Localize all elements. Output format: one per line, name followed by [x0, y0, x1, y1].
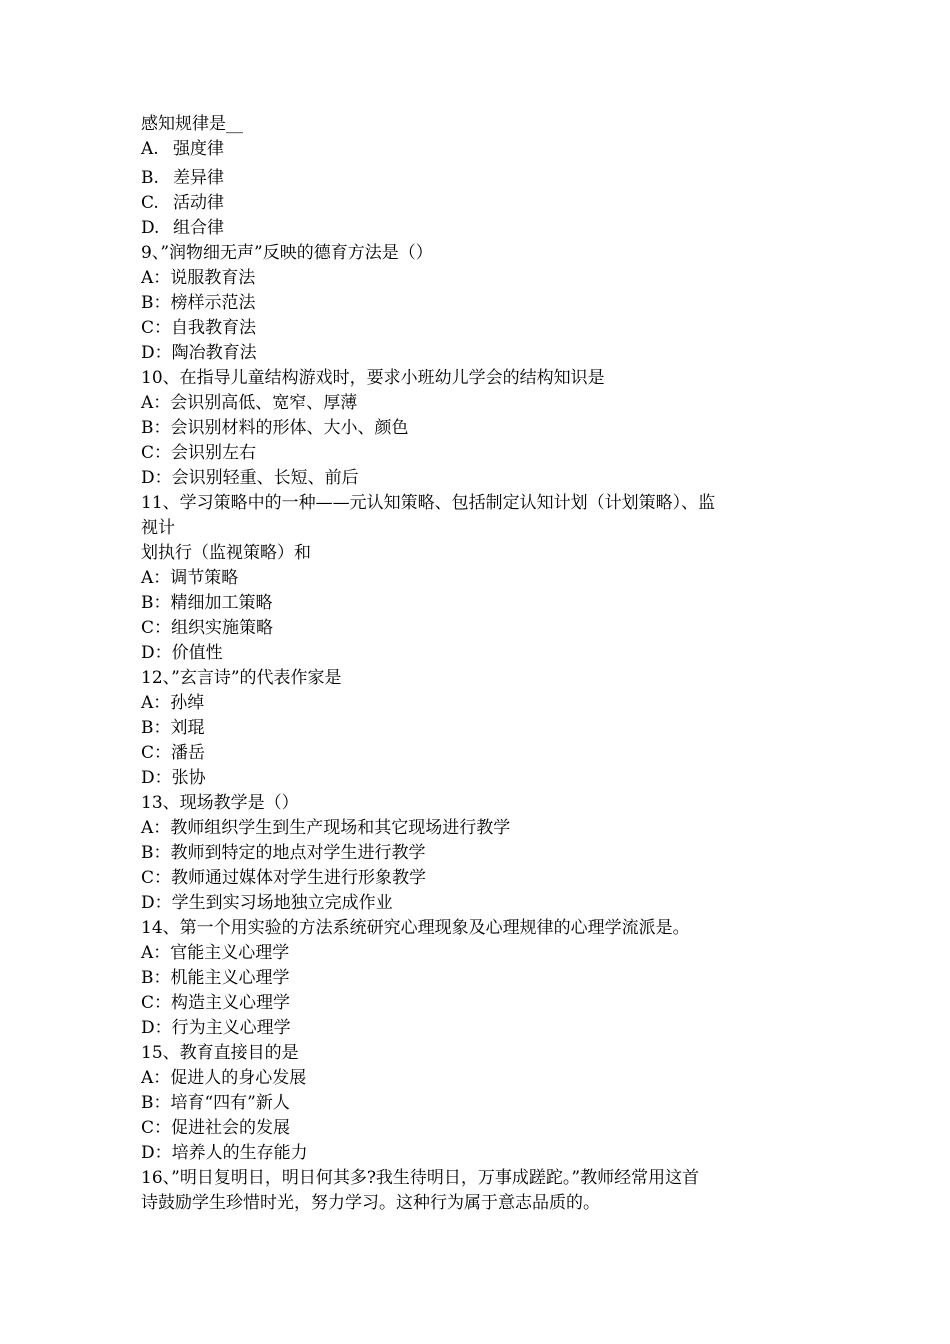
question-12: 12、”玄言诗”的代表作家是: [141, 668, 342, 688]
option-d: D：价值性: [141, 643, 223, 663]
option-text: 强度律: [173, 139, 224, 159]
option-a: A：教师组织学生到生产现场和其它现场进行教学: [141, 818, 511, 838]
option-d: D：行为主义心理学: [141, 1018, 291, 1038]
option-letter: D.: [141, 218, 160, 238]
option-c: C：促进社会的发展: [141, 1118, 291, 1138]
option-d: [141, 216, 811, 241]
option-d: D：培养人的生存能力: [141, 1143, 308, 1163]
option-b: B：会识别材料的形体、大小、颜色: [141, 418, 409, 438]
option-c: C：组织实施策略: [141, 618, 274, 638]
option-c: C：潘岳: [141, 743, 206, 763]
option-b: B：培育“四有”新人: [141, 1093, 290, 1113]
option-text: 活动律: [173, 193, 224, 213]
option-letter: B.: [141, 168, 159, 188]
option-c: C：会识别左右: [141, 443, 257, 463]
question-11-line2: 视计: [141, 518, 175, 538]
option-text: 组合律: [173, 218, 224, 238]
option-a: A：调节策略: [141, 568, 239, 588]
question-15: 15、教育直接目的是: [141, 1043, 299, 1063]
question-11-line1: 11、学习策略中的一种——元认知策略、包括制定认知计划（计划策略）、监: [141, 493, 716, 513]
option-c: C：教师通过媒体对学生进行形象教学: [141, 868, 427, 888]
option-a: [141, 137, 811, 162]
option-b: B：刘琨: [141, 718, 205, 738]
question-10: 10、在指导儿童结构游戏时，要求小班幼儿学会的结构知识是: [141, 368, 605, 388]
option-d: D：会识别轻重、长短、前后: [141, 468, 359, 488]
question-11-line3: 划执行（监视策略）和: [141, 543, 311, 563]
option-d: D：张协: [141, 768, 206, 788]
option-a: A：会识别高低、宽窄、厚薄: [141, 393, 358, 413]
question-13: 13、现场教学是（）: [141, 793, 299, 813]
option-b: B：精细加工策略: [141, 593, 273, 613]
option-b: [141, 166, 811, 191]
option-c: C：自我教育法: [141, 318, 257, 338]
option-c: [141, 191, 811, 216]
question-9: 9、”润物细无声”反映的德育方法是（）: [141, 243, 433, 263]
option-b: B：机能主义心理学: [141, 968, 290, 988]
option-b: B：教师到特定的地点对学生进行教学: [141, 843, 426, 863]
question-16-line2: 诗鼓励学生珍惜时光，努力学习。这种行为属于意志品质的。: [141, 1193, 600, 1213]
question-perception: 感知规律是__: [141, 114, 243, 134]
question-16-line1: 16、”明日复明日，明日何其多?我生待明日，万事成蹉跎。”教师经常用这首: [141, 1168, 700, 1188]
option-b: B：榜样示范法: [141, 293, 256, 313]
option-d: D：陶冶教育法: [141, 343, 257, 363]
option-c: C：构造主义心理学: [141, 993, 291, 1013]
option-d: D：学生到实习场地独立完成作业: [141, 893, 393, 913]
document-body: [141, 112, 811, 1216]
option-a: A：官能主义心理学: [141, 943, 290, 963]
question-14: 14、第一个用实验的方法系统研究心理现象及心理规律的心理学流派是。: [141, 918, 690, 938]
option-letter: C.: [141, 193, 159, 213]
option-letter: A.: [141, 139, 159, 159]
option-a: A：促进人的身心发展: [141, 1068, 307, 1088]
option-text: 差异律: [173, 168, 224, 188]
option-a: A：孙绰: [141, 693, 205, 713]
option-a: A：说服教育法: [141, 268, 256, 288]
